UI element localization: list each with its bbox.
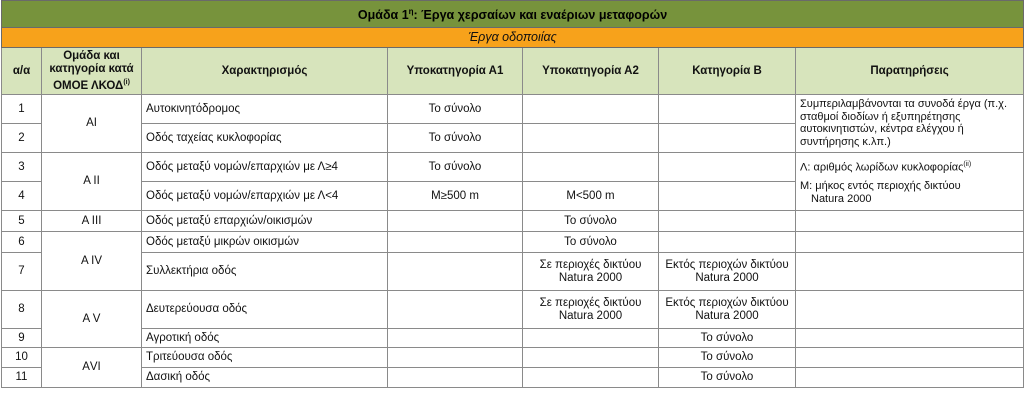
row-b [659,95,796,124]
table-container [1,0,1023,388]
notes-cell: Συμπεριλαμβάνονται τα συνοδά έργα (π.χ. σταθμοί διοδίων ή εξυπηρέτησης αυτοκινητιστών, κέντρα ελέγχου ή συντήρησης κ.λπ.) [796,95,1024,153]
row-a2: Το σύνολο [523,232,659,253]
notes-cell-empty [796,232,1024,253]
notes-cell-empty [796,253,1024,291]
note-lanes [800,159,1019,174]
note-lanes-text: Λ: αριθμός λωρίδων κυκλοφορίας [800,161,964,174]
table-row [2,153,1024,182]
note-length: Μ: μήκος εντός περιοχής δικτύου [800,180,961,193]
group-cell: ΑVI [42,348,142,388]
group-cell: Α ΙV [42,232,142,291]
notes-cell-empty [796,368,1024,388]
row-a2 [523,329,659,348]
row-number: 9 [2,329,42,348]
row-b: Το σύνολο [659,329,796,348]
group-cell: Α ΙΙΙ [42,211,142,232]
row-b [659,153,796,182]
table-row [2,291,1024,329]
table-row [2,368,1024,388]
row-b [659,211,796,232]
header-b: Κατηγορία Β [659,48,796,95]
row-number: 10 [2,348,42,368]
notes-cell [796,153,1024,211]
header-group [42,48,142,95]
row-b [659,124,796,153]
group-cell: ΑΙ [42,95,142,153]
row-a1 [388,329,523,348]
header-aa: α/α [2,48,42,95]
row-description: Οδός ταχείας κυκλοφορίας [142,124,388,153]
row-description: Οδός μεταξύ νομών/επαρχιών με Λ≥4 [142,153,388,182]
row-description: Δασική οδός [142,368,388,388]
notes-cell-empty [796,291,1024,329]
row-a2 [523,124,659,153]
row-a2: Σε περιοχές δικτύου Natura 2000 [523,253,659,291]
group-cell: Α V [42,291,142,348]
row-description: Δευτερεύουσα οδός [142,291,388,329]
row-number: 7 [2,253,42,291]
row-number: 2 [2,124,42,153]
row-a2 [523,348,659,368]
row-a1 [388,291,523,329]
row-description: Τριτεύουσα οδός [142,348,388,368]
row-a1 [388,211,523,232]
row-number: 6 [2,232,42,253]
title-main: Ομάδα 1 [357,8,409,23]
row-a1: Το σύνολο [388,124,523,153]
group-cell: Α ΙΙ [42,153,142,211]
projects-table [1,0,1024,388]
row-description: Οδός μεταξύ μικρών οικισμών [142,232,388,253]
row-number: 5 [2,211,42,232]
row-b: Εκτός περιοχών δικτύου Natura 2000 [659,291,796,329]
row-a1 [388,253,523,291]
row-b [659,182,796,211]
row-a1 [388,348,523,368]
row-a1 [388,232,523,253]
title-row [2,1,1024,28]
table-row [2,348,1024,368]
note-lanes-sup: (ii) [963,161,972,168]
table-row [2,232,1024,253]
header-group-sup: (i) [123,78,130,86]
row-b: Εκτός περιοχών δικτύου Natura 2000 [659,253,796,291]
row-a2 [523,368,659,388]
row-number: 1 [2,95,42,124]
table-row [2,95,1024,124]
header-group-label: Ομάδα και κατηγορία κατά ΟΜΟΕ ΛΚΟΔ [49,49,134,92]
row-a1: Το σύνολο [388,95,523,124]
header-notes: Παρατηρήσεις [796,48,1024,95]
row-description: Αγροτική οδός [142,329,388,348]
title-rest: : Έργα χερσαίων και εναέριων μεταφορών [413,8,668,23]
subtitle-row [2,28,1024,48]
row-a1: Μ≥500 m [388,182,523,211]
row-a2: Το σύνολο [523,211,659,232]
row-a1: Το σύνολο [388,153,523,182]
table-subtitle: Έργα οδοποιίας [2,28,1024,48]
row-description: Οδός μεταξύ επαρχιών/οικισμών [142,211,388,232]
row-number: 8 [2,291,42,329]
table-title [2,1,1024,28]
row-a2 [523,95,659,124]
header-a2: Υποκατηγορία Α2 [523,48,659,95]
note-length-cont: Natura 2000 [811,192,872,205]
title-superscript: η [408,7,414,17]
notes-cell-empty [796,348,1024,368]
notes-cell-empty [796,329,1024,348]
row-a1 [388,368,523,388]
table-row [2,211,1024,232]
row-number: 4 [2,182,42,211]
table-row [2,253,1024,291]
row-a2 [523,153,659,182]
row-b [659,232,796,253]
table-row [2,329,1024,348]
row-number: 3 [2,153,42,182]
row-a2: Μ<500 m [523,182,659,211]
row-number: 11 [2,368,42,388]
header-description: Χαρακτηρισμός [142,48,388,95]
row-description: Οδός μεταξύ νομών/επαρχιών με Λ<4 [142,182,388,211]
header-row [2,48,1024,95]
row-b: Το σύνολο [659,368,796,388]
row-a2: Σε περιοχές δικτύου Natura 2000 [523,291,659,329]
row-b: Το σύνολο [659,348,796,368]
row-description: Συλλεκτήρια οδός [142,253,388,291]
row-description: Αυτοκινητόδρομος [142,95,388,124]
notes-cell-empty [796,211,1024,232]
header-a1: Υποκατηγορία Α1 [388,48,523,95]
